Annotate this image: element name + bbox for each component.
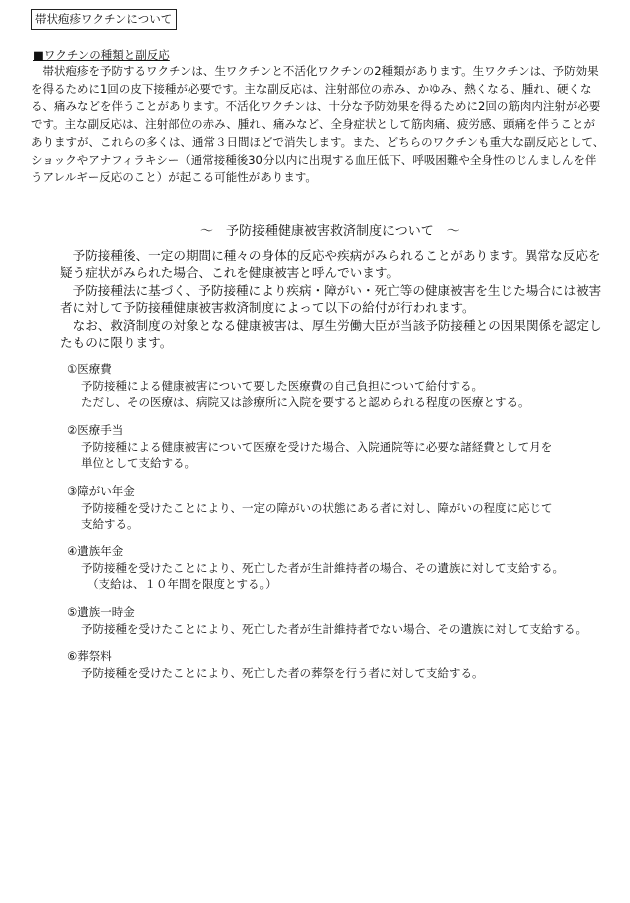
benefit-description: 単位として支給する。	[81, 456, 196, 470]
benefit-note: （支給は、１０年間を限度とする。）	[87, 577, 277, 591]
benefit-label: ③障がい年金	[67, 484, 135, 498]
benefit-label: ⑤遺族一時金	[67, 605, 135, 619]
benefit-medical-expenses	[67, 361, 627, 411]
benefit-label: ①医療費	[67, 362, 112, 376]
relief-paragraph: なお、救済制度の対象となる健康被害は、厚生労働大臣が当該予防接種との因果関係を認定したものに限ります。	[60, 317, 602, 351]
relief-paragraph: 予防接種後、一定の期間に種々の身体的反応や疾病がみられることがあります。異常な反応を疑う症状がみられた場合、これを健康被害と呼んでいます。	[60, 248, 601, 281]
benefit-label: ②医療手当	[67, 423, 124, 437]
benefit-description: 予防接種による健康被害について要した医療費の自己負担について給付する。	[81, 378, 484, 393]
benefit-funeral-expenses	[67, 648, 627, 681]
document-title: 帯状疱疹ワクチンについて	[31, 9, 177, 30]
benefit-label: ⑥葬祭料	[67, 649, 112, 663]
vaccine-description-paragraph: 帯状疱疹を予防するワクチンは、生ワクチンと不活化ワクチンの2種類があります。生ワクチンは、予防効果を得るために1回の皮下接種が必要です。主な副反応は、注射部位の赤み、かゆみ、熱くなる、腫れ、硬くなる、痛みなどを伴うことがあります。不活化ワクチンは、十分な予防効果を得るために2回の筋肉内注射が必要です。主な副反応は、注射部位の赤み、腫れ、痛みなど、全身症状として筋肉痛、疲労感、頭痛を伴うことがありますが、これらの多くは、通常３日間ほどで消失します。また、どちらのワクチンも重大な副反応として、ショックやアナフィラキシー（通常接種後30分以内に出現する血圧低下、呼吸困難や全身性のじんましんを伴うアレルギー反応のこと）が起こる可能性があります。	[31, 64, 605, 185]
relief-paragraph: 予防接種法に基づく、予防接種により疾病・障がい・死亡等の健康被害を生じた場合には被害者に対して予防接種健康被害救済制度によって以下の給付が行われます。	[60, 282, 602, 316]
benefit-disability-pension	[67, 483, 627, 533]
benefit-survivor-lump-sum	[67, 604, 627, 637]
benefit-description: ただし、その医療は、病院又は診療所に入院を要すると認められる程度の医療とする。	[81, 395, 530, 409]
benefit-description: 予防接種を受けたことにより、死亡した者が生計維持者の場合、その遺族に対して支給する。	[81, 560, 564, 575]
benefit-description: 予防接種を受けたことにより、死亡した者が生計維持者でない場合、その遺族に対して支給する。	[81, 621, 587, 636]
benefit-survivor-pension	[67, 543, 627, 593]
benefit-label: ④遺族年金	[67, 544, 124, 558]
relief-system-title: ～ 予防接種健康被害救済制度について ～	[200, 224, 460, 239]
relief-system-body	[60, 247, 606, 351]
benefit-description: 支給する。	[81, 517, 139, 531]
benefit-description: 予防接種を受けたことにより、死亡した者の葬祭を行う者に対して支給する。	[81, 665, 484, 680]
benefit-description: 予防接種を受けたことにより、一定の障がいの状態にある者に対し、障がいの程度に応じて	[81, 500, 553, 515]
benefit-medical-allowance	[67, 422, 627, 472]
section-heading-vaccine-types: ■ワクチンの種類と副反応	[33, 48, 170, 62]
benefit-description: 予防接種による健康被害について医療を受けた場合、入院通院等に必要な諸経費として月を	[81, 439, 553, 454]
